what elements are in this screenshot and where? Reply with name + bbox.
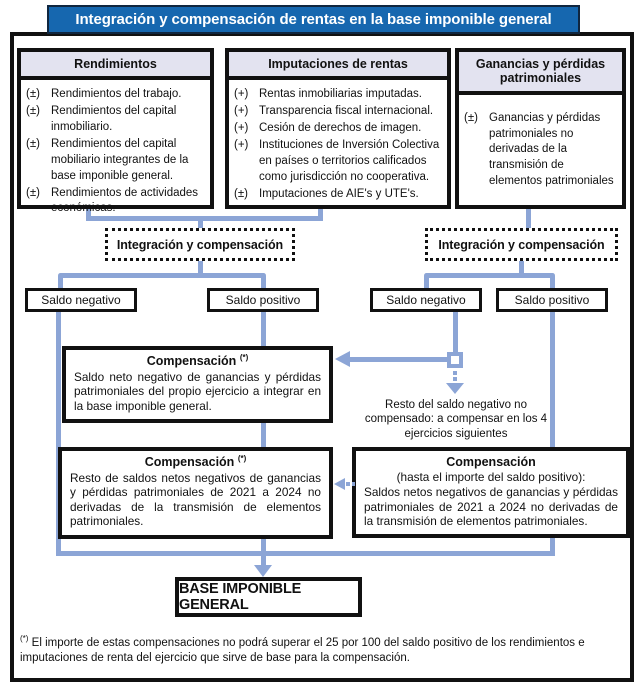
sign-label: (+) [234,105,249,118]
footnote-text: (*) El importe de estas compensaciones no podrá superar el 25 por 100 del saldo positivo de los rendimientos e imputaciones de renta del ejercicio que sirve de base para la compensación. [20,634,585,665]
sign-label: (±) [26,137,40,150]
box-imputaciones [225,48,451,209]
compensacion-right-body: Saldos netos negativos de ganancias y pérdidas patrimoniales de 2021 a 2024 no derivadas de la transmisión de elementos patrimoniales. [364,485,618,528]
arrow-down-resto-icon [446,383,464,394]
sign-label: (+) [234,138,249,151]
compensacion-right-title: Compensación [446,455,536,469]
saldo-negativo-left: Saldo negativo [25,288,137,312]
dotted-segment [453,371,457,375]
compensacion-2-title: Compensación (*) [144,453,247,469]
list-item [234,87,443,103]
box-rendimientos-header: Rendimientos [21,52,210,80]
list-item [26,186,206,218]
saldo-positivo-left: Saldo positivo [207,288,319,312]
box-imputaciones-body [229,80,447,202]
item-text: Rendimientos del capital inmobiliario. [51,105,177,134]
connector-bottom-horizontal [56,551,555,556]
item-text: Instituciones de Inversión Colectiva en países o territorios calificados como jurisdicción no cooperativa. [259,138,440,183]
diagram-title: Integración y compensación de rentas en la base imponible general [47,5,580,34]
box-ganancias-body [459,95,622,190]
item-text: Rendimientos de actividades económicas. [51,186,199,215]
saldo-positivo-right: Saldo positivo [496,288,608,312]
node-stem-horizontal [349,357,449,362]
resto-saldo-text: Resto del saldo negativo no compensado: a compensar en los 4 ejercicios siguientes [364,399,548,440]
dotted-segment [346,482,350,486]
dotted-segment [352,482,355,486]
compensacion-right-subtitle: (hasta el importe del saldo positivo): [396,470,586,484]
footnote-marker: (*) [239,352,249,362]
compensacion-box-right [352,447,630,538]
item-text: Imputaciones de AIE's y UTE's. [259,187,419,200]
item-text: Ganancias y pérdidas patrimoniales no derivadas de la transmisión de elementos patrimoniales [489,111,614,188]
item-text: Cesión de derechos de imagen. [259,122,422,135]
arrow-left-comp2-icon [334,478,345,490]
list-item [26,104,206,136]
compensacion-1-title: Compensación (*) [146,352,249,368]
sign-label: (+) [234,88,249,101]
list-item [234,187,443,203]
item-text: Rendimientos del trabajo. [51,88,182,101]
footnote-marker: (*) [237,453,247,463]
junction-node [447,352,463,368]
compensacion-1-body: Saldo neto negativo de ganancias y pérdidas patrimoniales del propio ejercicio a integrar en la base imponible general. [74,370,321,413]
box-ganancias-header: Ganancias y pérdidas patrimoniales [459,52,622,95]
compensacion-box-1 [62,346,333,423]
branch-right-horizontal [424,273,555,278]
integration-box-right: Integración y compensación [425,228,618,261]
item-text: Rendimientos del capital mobiliario integrantes de la base imponible general. [51,137,189,182]
list-item [234,121,443,137]
item-text: Rentas inmobiliarias imputadas. [259,88,422,101]
integration-box-left: Integración y compensación [105,228,295,261]
sign-label: (±) [26,88,40,101]
compensacion-box-2 [58,447,333,539]
list-item [234,104,443,120]
box-ganancias [455,48,626,209]
list-item [26,137,206,185]
compensacion-2-body: Resto de saldos netos negativos de ganancias y pérdidas patrimoniales de 2021 a 2024 no derivadas de la transmisión de elementos patrimoniales. [70,471,321,529]
box-imputaciones-header: Imputaciones de rentas [229,52,447,80]
footnote-marker: (*) [20,634,29,643]
list-item [464,111,618,190]
connector-ganancias-down [526,209,531,229]
branch-left-horizontal [58,273,266,278]
line-saldo-negativo-right-down [453,312,458,356]
base-imponible-box: BASE IMPONIBLE GENERAL [175,577,362,617]
box-rendimientos-body [21,80,210,217]
sign-label: (±) [26,105,40,118]
sign-label: (±) [234,187,248,200]
item-text: Transparencia fiscal internacional. [259,105,434,118]
list-item [234,138,443,186]
list-item [26,87,206,103]
box-rendimientos [17,48,214,215]
sign-label: (±) [464,111,478,124]
saldo-negativo-right: Saldo negativo [370,288,482,312]
dotted-segment [453,377,457,381]
arrow-down-base-icon [254,565,272,577]
arrow-left-comp1-icon [335,351,350,367]
sign-label: (+) [234,122,249,135]
sign-label: (±) [26,186,40,199]
